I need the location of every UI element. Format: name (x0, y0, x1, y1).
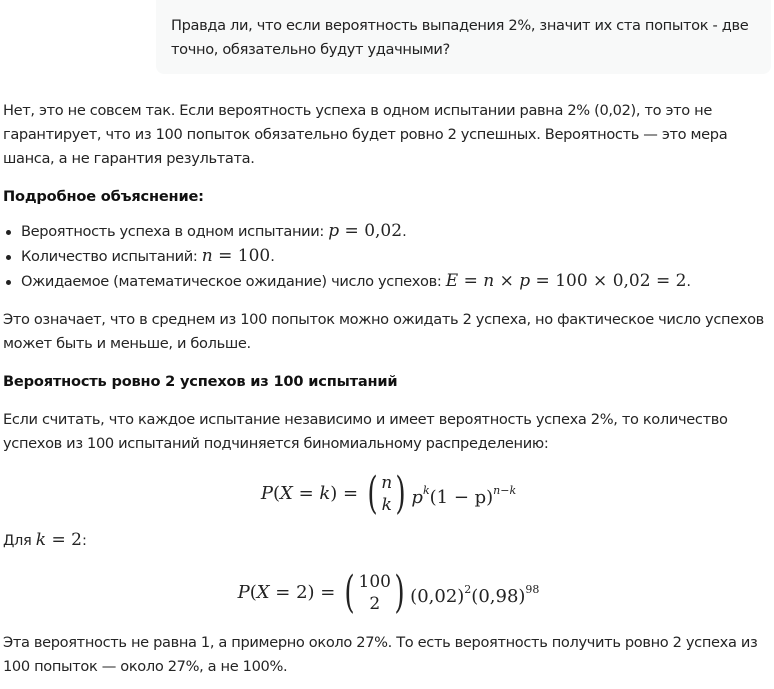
right-paren: ) (395, 468, 406, 519)
list-item-label: Количество испытаний: (21, 248, 202, 265)
intro-paragraph: Нет, это не совсем так. Если вероятность успеха в одном испытании равна 2% (0,02), то это не гарантирует, что из 100 попыток обязательно будет ровно 2 успешных. Вероятность — это мера шанса, а не гарантия результата. (3, 102, 728, 167)
math-n-value: n = 100 (201, 246, 271, 266)
list-item-trials (3, 244, 774, 269)
formula-binomial-specific (3, 563, 774, 623)
binom-top: n (381, 473, 393, 493)
for-k-line (3, 528, 774, 553)
binomial-paragraph: Если считать, что каждое испытание независимо и имеет вероятность успеха 2%, то количество успехов из 100 испытаний подчиняется биномиальному распределению: (3, 411, 728, 452)
formula-rhs: $p^k(1 - p)^{n-k}$ (411, 483, 517, 508)
punct: . (402, 223, 407, 240)
punct: . (686, 273, 691, 290)
for-k-label: Для (3, 532, 36, 549)
binom-bottom: 2 (369, 594, 381, 614)
math-k-value: k = 2 (35, 530, 82, 550)
formula-lhs: P(X = k) = (260, 483, 359, 504)
list-item-label: Вероятность успеха в одном испытании: (21, 223, 329, 240)
list-item-probability (3, 219, 774, 244)
math-p-value: p = 0,02 (328, 221, 403, 241)
binom-bottom: k (381, 495, 392, 515)
formula-binomial-general (3, 466, 774, 522)
user-message-text: Правда ли, что если вероятность выпадения 2%, значит их ста попыток - две точно, обязательно будут удачными? (171, 17, 749, 58)
punct: : (81, 532, 87, 549)
section-heading-explanation: Подробное объяснение: (3, 188, 204, 205)
list-item-expectation (3, 269, 774, 294)
left-paren: ( (344, 567, 356, 618)
binomial-coefficient (364, 468, 409, 519)
mean-paragraph: Это означает, что в среднем из 100 попыток можно ожидать 2 успеха, но фактическое число успехов может быть и меньше, и больше. (3, 311, 764, 352)
formula-lhs: P(X = 2) = (237, 582, 336, 603)
explanation-list (3, 219, 774, 294)
list-item-label: Ожидаемое (математическое ожидание) число успехов: (21, 273, 446, 290)
formula-rhs: $(0,02)^2(0,98)^{98}$ (410, 582, 540, 607)
punct: . (270, 248, 275, 265)
binomial-coefficient (341, 567, 408, 618)
user-message-bubble (156, 0, 771, 74)
binom-top: 100 (358, 572, 391, 592)
assistant-message (3, 99, 774, 679)
conclusion-paragraph: Эта вероятность не равна 1, а примерно около 27%. То есть вероятность получить ровно 2 успеха из 100 попыток — около 27%, а не 100%. (3, 634, 758, 675)
right-paren: ) (394, 567, 405, 618)
left-paren: ( (367, 468, 378, 519)
section-heading-exact-probability: Вероятность ровно 2 успехов из 100 испытаний (3, 373, 398, 390)
math-expectation: E = n × p = 100 × 0,02 = 2 (445, 271, 687, 291)
